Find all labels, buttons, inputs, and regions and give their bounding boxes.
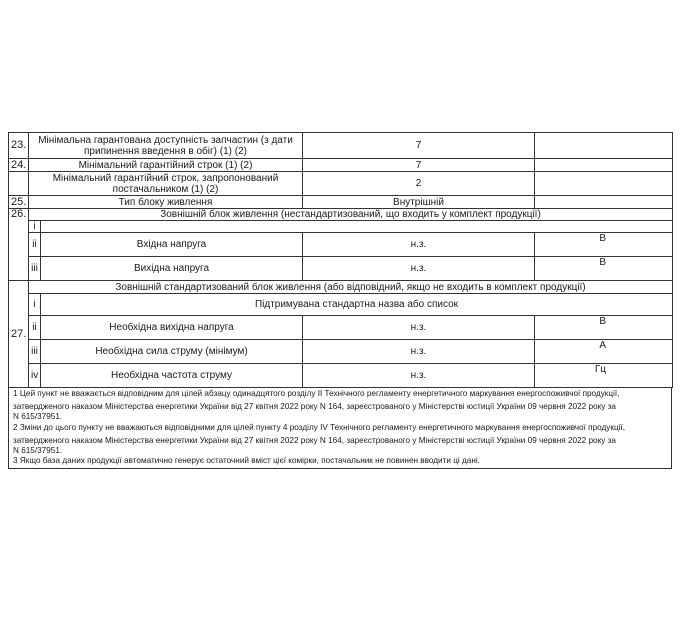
unit-label: Гц (535, 364, 673, 388)
footnote-2: 2 Зміни до цього пункту не вважаються відповідними для цілей пункту 4 розділу IV Технічного регламенту енергетичного маркування енергоспоживчої продукції, (13, 422, 626, 432)
roman-index: ii (29, 316, 41, 340)
row-label: Мінімальна гарантована доступність запчастин (з дати припинення введення в обіг) (1) (2) (29, 133, 303, 159)
row-number (9, 172, 29, 196)
sub-row-value: н.з. (303, 340, 535, 364)
row-label: Мінімальний гарантійний строк, запропонований постачальником (1) (2) (29, 172, 303, 196)
row-value: 7 (303, 159, 535, 172)
row-label: Тип блоку живлення (29, 196, 303, 209)
sub-row-label: Необхідна сила струму (мінімум) (41, 340, 303, 364)
roman-index: iv (29, 364, 41, 388)
row-number: 24. (9, 159, 29, 172)
table-row-27-i (9, 294, 673, 316)
row-extra (535, 133, 673, 159)
row-number: 25. (9, 196, 29, 209)
sub-row-label: Необхідна частота струму (41, 364, 303, 388)
roman-index: i (29, 221, 41, 233)
table-row-24 (9, 159, 673, 172)
row-extra (535, 159, 673, 172)
roman-index: iii (29, 257, 41, 281)
row-extra (535, 196, 673, 209)
sub-row-label: Необхідна вихідна напруга (41, 316, 303, 340)
table-row-27-iv (9, 364, 673, 388)
sub-row-label: Вихідна напруга (41, 257, 303, 281)
row-extra (535, 172, 673, 196)
row-label: Мінімальний гарантійний строк (1) (2) (29, 159, 303, 172)
unit-label: В (535, 316, 673, 340)
footnote-2-ref: N 615/37951. (13, 446, 63, 456)
unit-label: В (535, 257, 673, 281)
table-row-26-iii (9, 257, 673, 281)
row-value: 2 (303, 172, 535, 196)
sub-row-label: Підтримувана стандартна назва або список (41, 294, 673, 316)
footnote-1-cont: затвердженого наказом Міністерства енергетики України від 27 квітня 2022 року N 164, зареєстрованого у Міністерстві юстиції України 09 червня 2022 року за (13, 402, 616, 412)
table-row-27-header (9, 281, 673, 294)
table-row-25 (9, 196, 673, 209)
sub-row-value: н.з. (303, 257, 535, 281)
table-row-27-ii (9, 316, 673, 340)
section-header: Зовнішній стандартизований блок живлення (або відповідний, якщо не входить в комплект продукції) (29, 281, 673, 294)
footnote-1: 1 Цей пункт не вважається відповідним для цілей абзацу одинадцятого розділу II Технічного регламенту енергетичного маркування енергоспоживчої продукції, (13, 389, 620, 398)
table-row-23 (9, 133, 673, 159)
row-number: 27. (9, 281, 29, 388)
row-number: 26. (9, 209, 29, 281)
sub-row-label: Вхідна напруга (41, 233, 303, 257)
unit-label: В (535, 233, 673, 257)
row-value: 7 (303, 133, 535, 159)
footnote-1-ref: N 615/37951. (13, 412, 63, 422)
table-row-24b (9, 172, 673, 196)
footnote-2-cont: затвердженого наказом Міністерства енергетики України від 27 квітня 2022 року N 164, зареєстрованого у Міністерстві юстиції України 09 червня 2022 року за (13, 435, 616, 445)
row-number: 23. (9, 133, 29, 159)
sub-row-value: н.з. (303, 233, 535, 257)
roman-index: iii (29, 340, 41, 364)
spec-table (8, 132, 673, 388)
table-row-26-ii (9, 233, 673, 257)
row-value: Внутрішній (303, 196, 535, 209)
footnotes (8, 388, 672, 469)
sub-row-value: н.з. (303, 364, 535, 388)
unit-label: А (535, 340, 673, 364)
sub-row-value: н.з. (303, 316, 535, 340)
sub-row-empty (41, 221, 673, 233)
section-header: Зовнішній блок живлення (нестандартизований, що входить у комплект продукції) (29, 209, 673, 221)
spec-document (8, 132, 672, 469)
roman-index: ii (29, 233, 41, 257)
footnote-3: 3 Якщо база даних продукції автоматично генерує остаточний вміст цієї комірки, постачальник не повинен вводити ці дані. (13, 456, 480, 466)
table-row-26-header (9, 209, 673, 221)
roman-index: i (29, 294, 41, 316)
table-row-26-i (9, 221, 673, 233)
table-row-27-iii (9, 340, 673, 364)
